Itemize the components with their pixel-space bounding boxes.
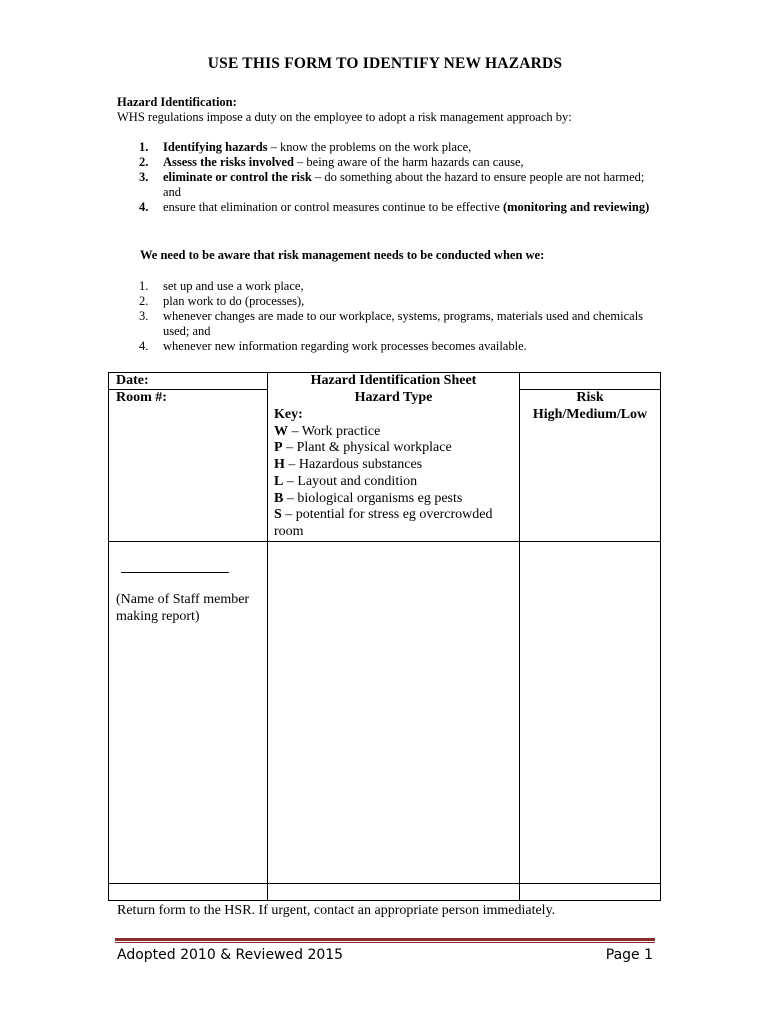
- step-bold-text: Assess the risks involved: [163, 155, 294, 169]
- footer-rule-thick: [115, 938, 655, 941]
- list-number: 1.: [139, 279, 149, 293]
- staff-name-label: (Name of Staff member making report): [116, 592, 250, 624]
- table-border-bottom: [108, 900, 661, 901]
- condition-text: whenever new information regarding work processes becomes available.: [163, 339, 527, 353]
- step-bold-text: (monitoring and reviewing): [502, 200, 650, 214]
- return-form-note: Return form to the HSR. If urgent, contact an appropriate person immediately.: [117, 903, 556, 918]
- footer-adoption-note: Adopted 2010 & Reviewed 2015: [117, 947, 344, 963]
- risk-heading: Risk: [576, 390, 604, 405]
- step-text: – do something about the hazard to ensure people are not harmed; and: [163, 170, 645, 199]
- footer-page-number: Page 1: [605, 947, 653, 963]
- condition-text: whenever changes are made to our workplace, systems, programs, materials used and chemicals used; and: [163, 309, 644, 338]
- condition-text: plan work to do (processes),: [163, 294, 305, 308]
- table-border-left: [108, 372, 109, 901]
- footer-rule-thin: [115, 942, 655, 943]
- sheet-title: Hazard Identification Sheet: [310, 373, 477, 388]
- step-text: ensure that elimination or control measures continue to be effective: [163, 200, 503, 214]
- list-number: 2.: [139, 294, 149, 308]
- key-item: L – Layout and condition: [274, 473, 418, 489]
- table-border-right: [660, 372, 661, 901]
- key-item: W – Work practice: [274, 423, 381, 439]
- key-label: Key:: [274, 407, 303, 422]
- list-number: 4.: [139, 339, 149, 353]
- key-item: H – Hazardous substances: [274, 457, 423, 473]
- key-item: P – Plant & physical workplace: [274, 440, 452, 456]
- list-number: 4.: [139, 200, 149, 214]
- condition-text: set up and use a work place,: [163, 279, 304, 293]
- step-text: – being aware of the harm hazards can cause,: [293, 155, 524, 169]
- hazard-type-heading: Hazard Type: [354, 390, 433, 405]
- risk-levels: High/Medium/Low: [532, 407, 648, 422]
- hazard-identification-intro: WHS regulations impose a duty on the employee to adopt a risk management approach by:: [117, 110, 572, 124]
- list-number: 2.: [139, 155, 149, 169]
- key-item: B – biological organisms eg pests: [274, 490, 463, 506]
- date-field-label: Date:: [116, 373, 149, 388]
- hazard-key: [274, 407, 514, 541]
- page-title: USE THIS FORM TO IDENTIFY NEW HAZARDS: [207, 55, 563, 72]
- list-number: 3.: [139, 309, 149, 323]
- step-bold-text: eliminate or control the risk: [163, 170, 312, 184]
- list-number: 3.: [139, 170, 149, 184]
- step-bold-text: Identifying hazards: [163, 140, 268, 154]
- key-item: S – potential for stress eg overcrowded room: [274, 507, 493, 539]
- aware-heading: We need to be aware that risk management needs to be conducted when we:: [140, 248, 545, 262]
- step-text: – know the problems on the work place,: [267, 140, 472, 154]
- table-row-divider: [108, 883, 661, 884]
- list-number: 1.: [139, 140, 149, 154]
- hazard-description-entry-cell[interactable]: [268, 542, 519, 883]
- hazard-identification-heading: Hazard Identification:: [117, 95, 237, 109]
- room-field-label: Room #:: [116, 390, 167, 405]
- staff-name-signature-line[interactable]: [121, 572, 229, 573]
- risk-rating-entry-cell[interactable]: [520, 542, 660, 883]
